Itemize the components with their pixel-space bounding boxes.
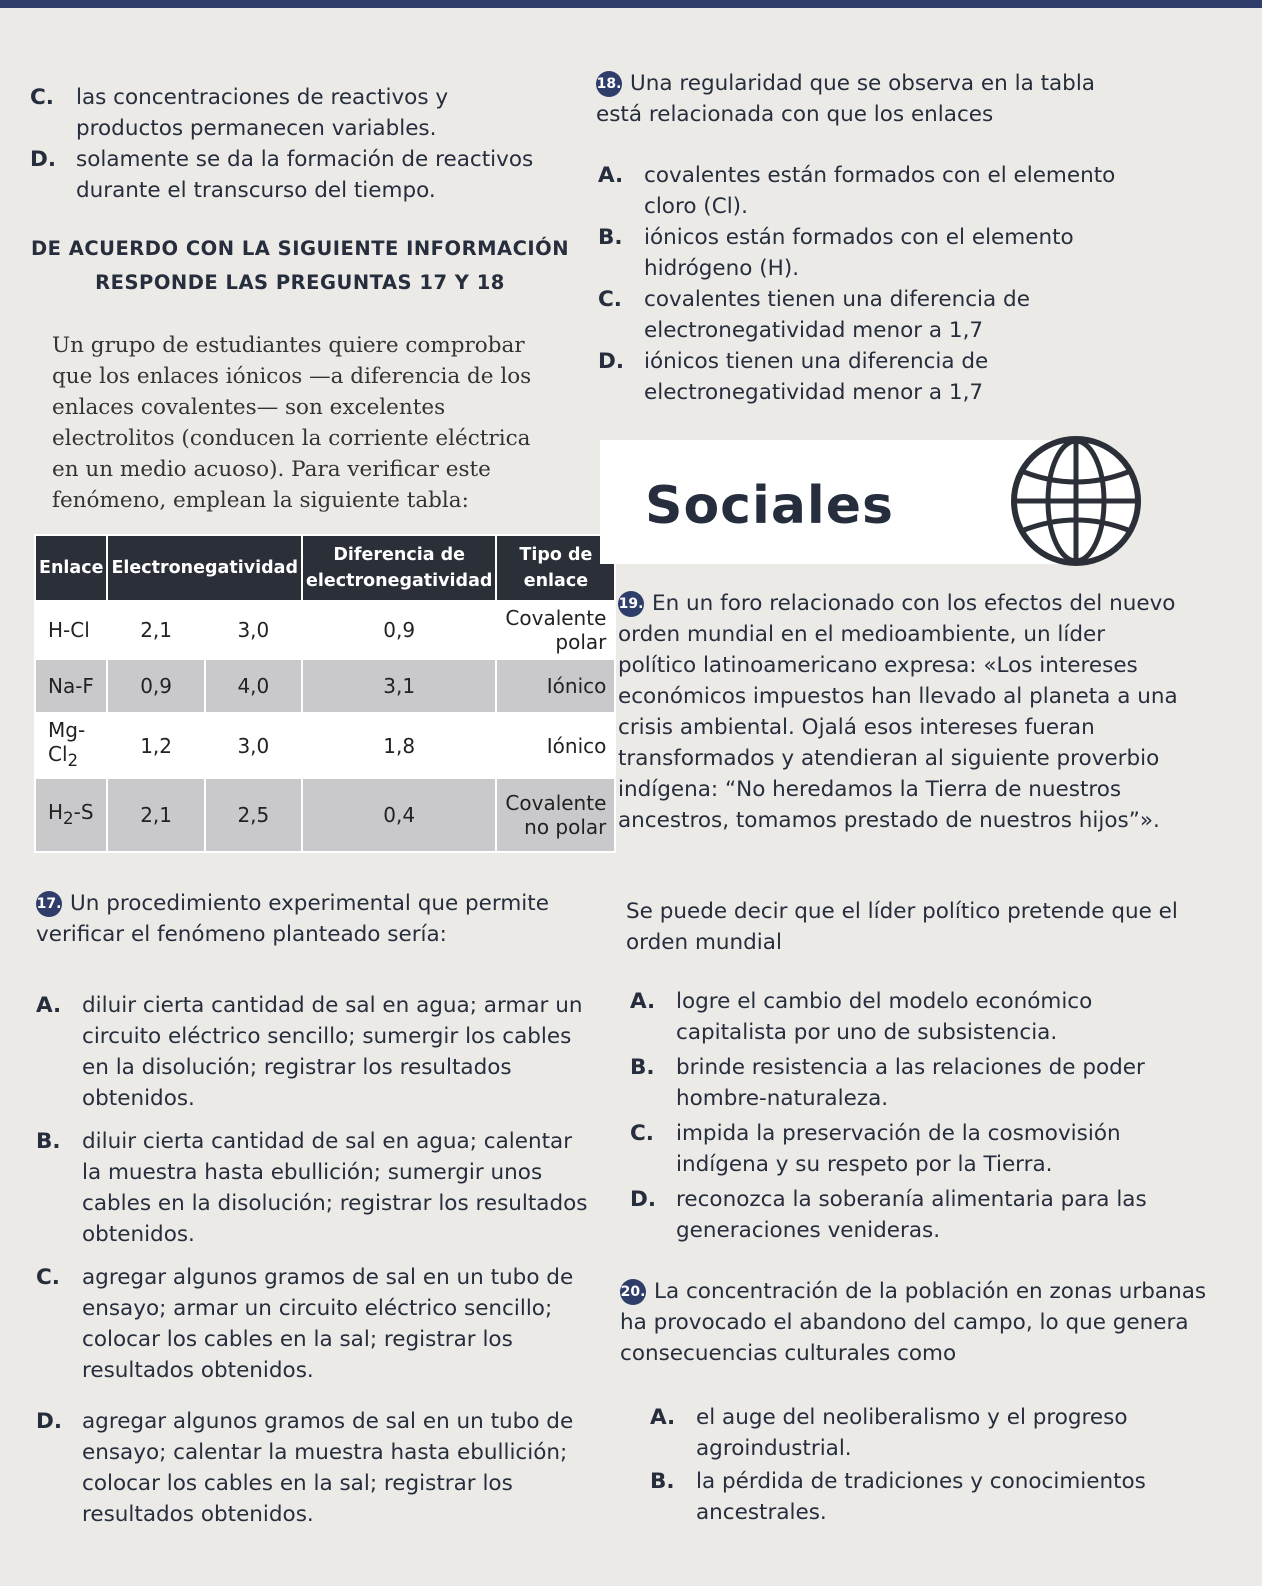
- q19-option-c[interactable]: [630, 1118, 1210, 1180]
- column-header: Enlace: [35, 535, 107, 601]
- option-letter: A.: [650, 1405, 676, 1430]
- table-row: [35, 601, 615, 659]
- section-instruction-heading: [20, 232, 580, 300]
- option-letter: A.: [630, 989, 656, 1014]
- option-text: covalentes están formados con el elemento cloro (Cl).: [644, 163, 1116, 219]
- q18-option-d[interactable]: [598, 346, 1158, 408]
- cell-electronegativity-2: 3,0: [205, 713, 302, 778]
- option-text: iónicos están formados con el elemento hidrógeno (H).: [644, 225, 1074, 281]
- option-text: covalentes tienen una diferencia de electronegatividad menor a 1,7: [644, 287, 1030, 343]
- prev-question-option-d[interactable]: [30, 144, 560, 206]
- context-paragraph: Un grupo de estudiantes quiere comprobar que los enlaces iónicos —a diferencia de los enlaces covalentes— son excelentes electrolitos (conducen la corriente eléctrica en un medio acuoso). Para verificar este fenómeno, emplean la siguiente tabla:: [52, 333, 532, 513]
- electronegativity-table: [34, 534, 616, 853]
- table-header-row: [35, 535, 615, 601]
- cell-bond-type: Iónico: [496, 659, 615, 713]
- q18-option-a[interactable]: [598, 160, 1158, 222]
- cell-enlace: Na-F: [35, 659, 107, 713]
- cell-bond-type: Covalente polar: [496, 601, 615, 659]
- question-17-stem: [36, 888, 584, 950]
- option-letter: C.: [36, 1265, 60, 1290]
- question-number-badge: 17.: [36, 891, 62, 917]
- column-header: Diferencia de electronegatividad: [302, 535, 496, 601]
- question-19-stem: [618, 588, 1178, 836]
- option-letter: D.: [36, 1409, 63, 1434]
- option-letter: D.: [598, 349, 625, 374]
- heading-line-1: DE ACUERDO CON LA SIGUIENTE INFORMACIÓN: [30, 237, 570, 260]
- q20-option-b[interactable]: [650, 1466, 1230, 1528]
- option-text: diluir cierta cantidad de sal en agua; armar un circuito eléctrico sencillo; sumergir los cables en la disolución; registrar los resultados obtenidos.: [82, 993, 583, 1111]
- cell-electronegativity-1: 2,1: [107, 778, 204, 852]
- option-text: impida la preservación de la cosmovisión indígena y su respeto por la Tierra.: [676, 1121, 1121, 1177]
- section-title: Sociales: [645, 476, 894, 536]
- table-row: [35, 713, 615, 778]
- cell-difference: 0,9: [302, 601, 496, 659]
- cell-electronegativity-2: 4,0: [205, 659, 302, 713]
- cell-difference: 1,8: [302, 713, 496, 778]
- q20-option-a[interactable]: [650, 1402, 1230, 1464]
- option-text: brinde resistencia a las relaciones de poder hombre-naturaleza.: [676, 1055, 1145, 1111]
- option-text: agregar algunos gramos de sal en un tubo de ensayo; armar un circuito eléctrico sencillo; colocar los cables en la sal; registrar los resultados obtenidos.: [82, 1265, 574, 1383]
- option-text: diluir cierta cantidad de sal en agua; calentar la muestra hasta ebullición; sumergir unos cables en la disolución; registrar los resultados obtenidos.: [82, 1129, 588, 1247]
- question-18-stem: [596, 68, 1136, 130]
- option-text: agregar algunos gramos de sal en un tubo de ensayo; calentar la muestra hasta ebullición; colocar los cables en la sal; registrar los resultados obtenidos.: [82, 1409, 574, 1527]
- option-letter: D.: [30, 147, 57, 172]
- column-header: Electronegatividad: [107, 535, 302, 601]
- option-letter: C.: [630, 1121, 654, 1146]
- cell-bond-type: Covalente no polar: [496, 778, 615, 852]
- cell-electronegativity-1: 0,9: [107, 659, 204, 713]
- q18-option-b[interactable]: [598, 222, 1158, 284]
- question-number-badge: 18.: [596, 71, 622, 97]
- question-number-badge: 19.: [618, 591, 644, 617]
- column-header: Tipo de enlace: [496, 535, 615, 601]
- option-letter: C.: [598, 287, 622, 312]
- cell-electronegativity-2: 2,5: [205, 778, 302, 852]
- option-text: las concentraciones de reactivos y productos permanecen variables.: [76, 85, 449, 141]
- cell-enlace: H-Cl: [35, 601, 107, 659]
- heading-line-2: RESPONDE LAS PREGUNTAS 17 Y 18: [95, 271, 505, 294]
- option-text: el auge del neoliberalismo y el progreso agroindustrial.: [696, 1405, 1128, 1461]
- cell-difference: 0,4: [302, 778, 496, 852]
- question-text: Una regularidad que se observa en la tabla está relacionada con que los enlaces: [596, 71, 1095, 127]
- cell-bond-type: Iónico: [496, 713, 615, 778]
- table-row: [35, 659, 615, 713]
- option-letter: B.: [650, 1469, 675, 1494]
- cell-electronegativity-1: 2,1: [107, 601, 204, 659]
- question-number-badge: 20.: [620, 1279, 646, 1305]
- cell-electronegativity-1: 1,2: [107, 713, 204, 778]
- top-color-bar: [0, 0, 1262, 8]
- option-text: logre el cambio del modelo económico capitalista por uno de subsistencia.: [676, 989, 1093, 1045]
- option-letter: B.: [598, 225, 623, 250]
- table-row: [35, 778, 615, 852]
- q17-option-c[interactable]: [36, 1262, 588, 1386]
- question-text: Un procedimiento experimental que permite verificar el fenómeno planteado sería:: [36, 891, 549, 947]
- globe-icon: [1006, 434, 1146, 568]
- question-text: En un foro relacionado con los efectos del nuevo orden mundial en el medioambiente, un líder político latinoamericano expresa: «Los intereses económicos impuestos han llevado al planeta a una crisis ambiental. Ojalá esos intereses fueran transformados y atendieran al siguiente proverbio indígena: “No heredamos la Tierra de nuestros ancestros, tomamos prestado de nuestros hijos”».: [618, 591, 1178, 833]
- option-letter: C.: [30, 85, 54, 110]
- question-20-stem: [620, 1276, 1220, 1369]
- q19-option-a[interactable]: [630, 986, 1210, 1048]
- q18-option-c[interactable]: [598, 284, 1158, 346]
- question-text: La concentración de la población en zonas urbanas ha provocado el abandono del campo, lo que genera consecuencias culturales como: [620, 1279, 1207, 1366]
- option-letter: B.: [36, 1129, 61, 1154]
- option-text: solamente se da la formación de reactivos durante el transcurso del tiempo.: [76, 147, 534, 203]
- cell-enlace: $H_2-S$: [35, 778, 107, 852]
- cell-enlace: $Mg-Cl_2$: [35, 713, 107, 778]
- option-letter: A.: [36, 993, 62, 1018]
- q17-option-b[interactable]: [36, 1126, 588, 1250]
- q17-option-d[interactable]: [36, 1406, 588, 1530]
- prev-question-option-c[interactable]: [30, 82, 560, 144]
- option-text: la pérdida de tradiciones y conocimientos ancestrales.: [696, 1469, 1146, 1525]
- cell-difference: 3,1: [302, 659, 496, 713]
- q19-option-d[interactable]: [630, 1184, 1210, 1246]
- option-letter: B.: [630, 1055, 655, 1080]
- q17-option-a[interactable]: [36, 990, 588, 1114]
- cell-electronegativity-2: 3,0: [205, 601, 302, 659]
- option-letter: A.: [598, 163, 624, 188]
- q19-option-b[interactable]: [630, 1052, 1210, 1114]
- option-letter: D.: [630, 1187, 657, 1212]
- question-19-prompt: Se puede decir que el líder político pretende que el orden mundial: [626, 899, 1178, 955]
- option-text: reconozca la soberanía alimentaria para las generaciones venideras.: [676, 1187, 1147, 1243]
- option-text: iónicos tienen una diferencia de electronegatividad menor a 1,7: [644, 349, 989, 405]
